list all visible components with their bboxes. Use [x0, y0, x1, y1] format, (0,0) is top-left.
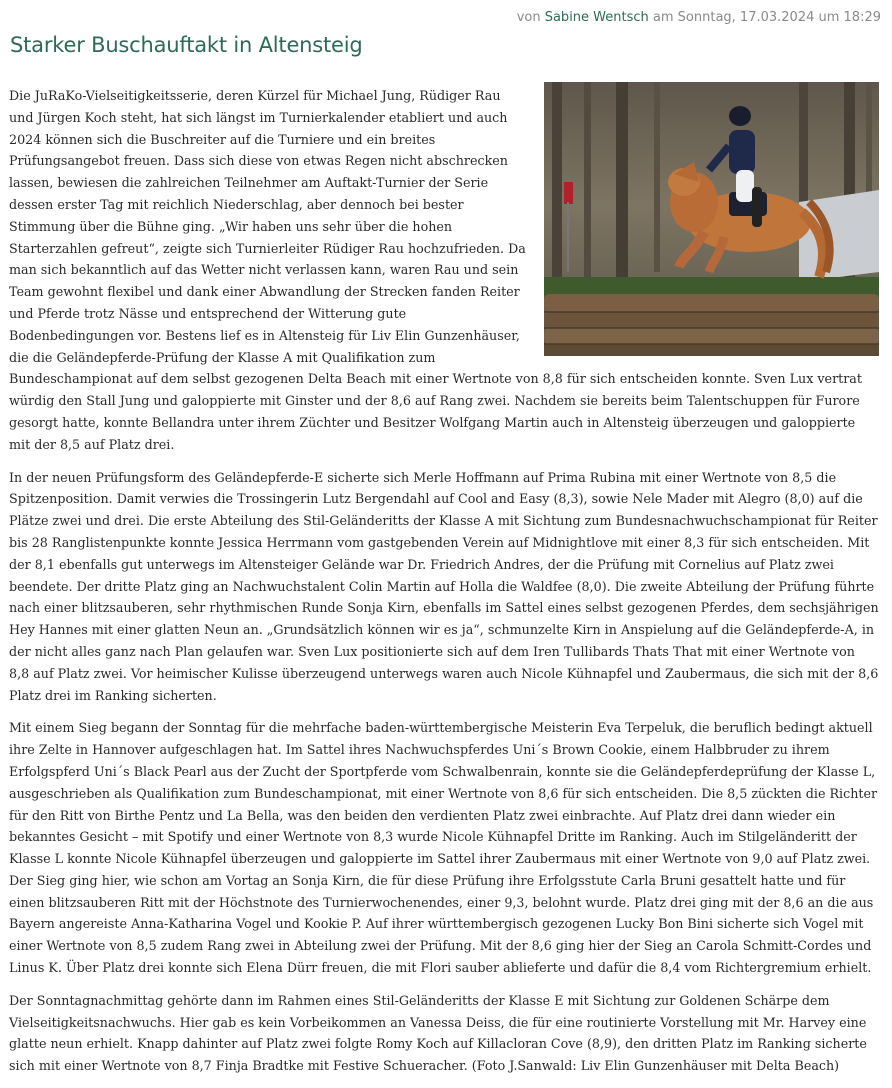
horse-jump-photo: [544, 82, 879, 356]
paragraph-3: Mit einem Sieg begann der Sonntag für die mehrfache baden-württembergische Meisterin Eva Terpeluk, die beruflich bedingt aktuell ihre Zelte in Hannover aufgeschlagen hat. Im Sattel ihres Nachwuchspferdes Uni´s Brown Cookie, einem Halbbruder zu ihrem Erfolgspferd Uni´s Black Pearl aus der Zucht der Sportpferde vom Schwalbenrain, konnte sie die Geländepferdeprüfung der Klasse L, ausgeschrieben als Qualifikation zum Bundeschampionat, mit einer Wertnote von 8,6 für sich entscheiden. Die 8,5 zückten die Richter für den Ritt von Birthe Pentz und La Bella, was den beiden den verdienten Platz zwei einbrachte. Auf Platz drei dann wieder ein bekanntes Gesicht – mit Spotify und einer Wertnote von 8,3 wurde Nicole Kühnapfel Dritte im Ranking. Auch im Stilgeländeritt der Klasse L konnte Nicole Kühnapfel überzeugen und galoppierte im Sattel ihrer Zaubermaus mit einer Wertnote von 9,0 auf Platz zwei. Der Sieg ging hier, wie schon am Vortag an Sonja Kirn, die für diese Prüfung ihre Erfolgsstute Carla Bruni gesattelt hatte und für einen blitzsauberen Ritt mit der Höchstnote des Turnierwochenendes, einer 9,3, belohnt wurde. Platz drei ging mit der 8,6 an die aus Bayern angereiste Anna-Katharina Vogel und Kookie P. Auf ihrer württembergisch gezogenen Lucky Bon Bini sicherte sich Vogel mit einer Wertnote von 8,5 zudem Rang zwei in Abteilung zwei der Prüfung. Mit der 8,6 ging hier der Sieg an Carola Schmitt-Cordes und Linus K. Über Platz drei konnte sich Elena Dürr freuen, die mit Flori sauber ablieferte und dafür die 8,4 vom Richtergremium erhielt.: [9, 720, 878, 976]
article-photo[interactable]: [544, 82, 879, 356]
paragraph-4: Der Sonntagnachmittag gehörte dann im Rahmen eines Stil-Geländeritts der Klasse E mit Sichtung zur Goldenen Schärpe dem Vielseitigkeitsnachwuchs. Hier gab es kein Vorbeikommen an Vanessa Deiss, die für eine routinierte Vorstellung mit Mr. Harvey eine glatte neun erhielt. Knapp dahinter auf Platz zwei folgte Romy Koch auf Killacloran Cove (8,9), den dritten Platz im Ranking sicherte sich mit einer Wertnote von 8,7 Finja Bradtke mit Festive Schueracher. (Foto J.Sanwald: Liv Elin Gunzenhäuser mit Delta Beach): [9, 992, 867, 1074]
article-body: [9, 85, 879, 1088]
article-title: Starker Buschauftakt in Altensteig: [10, 33, 363, 57]
paragraph-1: Die JuRaKo-Vielseitigkeitsserie, deren Kürzel für Michael Jung, Rüdiger Rau und Jürgen Koch steht, hat sich längst im Turnierkalender etabliert und auch 2024 können sich die Buschreiter auf die Turniere und ein breites Prüfungsangebot freuen. Dass sich diese von etwas Regen nicht abschrecken lassen, bewiesen die zahlreichen Teilnehmer am Auftakt-Turnier der Serie dessen erster Tag mit reichlich Niederschlag, aber dennoch bei bester Stimmung über die Bühne ging. „Wir haben uns sehr über die hohen Starterzahlen gefreut“, zeigte sich Turnierleiter Rüdiger Rau hochzufrieden. Da man sich bekanntlich auf das Wetter nicht verlassen kann, waren Rau und sein Team gewohnt flexibel und dank einer Abwandlung der Strecken fanden Reiter und Pferde trotz Nässe und entsprechend der Witterung gute Bodenbedingungen vor. Bestens lief es in Altensteig für Liv Elin Gunzenhäuser, die die Geländepferde-Prüfung der Klasse A mit Qualifikation zum Bundeschampionat auf dem selbst gezogenen Delta Beach mit einer Wertnote von 8,8 für sich entscheiden konnte. Sven Lux vertrat würdig den Stall Jung und galoppierte mit Ginster und der 8,6 auf Rang zwei. Nachdem sie bereits beim Talentschuppen für Furore gesorgt hatte, konnte Bellandra unter ihrem Züchter und Besitzer Wolfgang Martin auch in Altensteig überzeugen und galoppierte mit der 8,5 auf Platz drei.: [9, 88, 862, 452]
byline-prefix: von: [516, 10, 541, 25]
byline: [517, 10, 881, 25]
author-link[interactable]: Sabine Wentsch: [544, 10, 649, 25]
paragraph-2: In der neuen Prüfungsform des Geländepferde-E sicherte sich Merle Hoffmann auf Prima Rubina mit einer Wertnote von 8,5 die Spitzenposition. Damit verwies die Trossingerin Lutz Bergendahl auf Cool and Easy (8,3), sowie Nele Mader mit Alegro (8,0) auf die Plätze zwei und drei. Die erste Abteilung des Stil-Geländeritts der Klasse A mit Sichtung zum Bundesnachwuchschampionat für Reiter bis 28 Ranglistenpunkte konnte Jessica Herrmann vom gastgebenden Verein auf Midnightlove mit einer 8,3 für sich entscheiden. Mit der 8,1 ebenfalls gut unterwegs im Altensteiger Gelände war Dr. Friedrich Andres, der die Prüfung mit Cornelius auf Platz zwei beendete. Der dritte Platz ging an Nachwuchstalent Colin Martin auf Holla die Waldfee (8,0). Die zweite Abteilung der Prüfung führte nach einer blitzsauberen, sehr rhythmischen Runde Sonja Kirn, ebenfalls im Sattel eines selbst gezogenen Pferdes, dem sechsjährigen Hey Hannes mit einer glatten Neun an. „Grundsätzlich können wir es ja“, schmunzelte Kirn in Anspielung auf die Geländepferde-A, in der nicht alles ganz nach Plan gelaufen war. Sven Lux positionierte sich auf dem Iren Tullibards Thats That mit einer Wertnote von 8,8 auf Platz zwei. Vor heimischer Kulisse überzeugend unterwegs waren auch Nicole Kühnapfel und Zaubermaus, die sich mit der 8,6 Platz drei im Ranking sicherten.: [9, 469, 879, 703]
byline-date: am Sonntag, 17.03.2024 um 18:29: [652, 10, 881, 25]
